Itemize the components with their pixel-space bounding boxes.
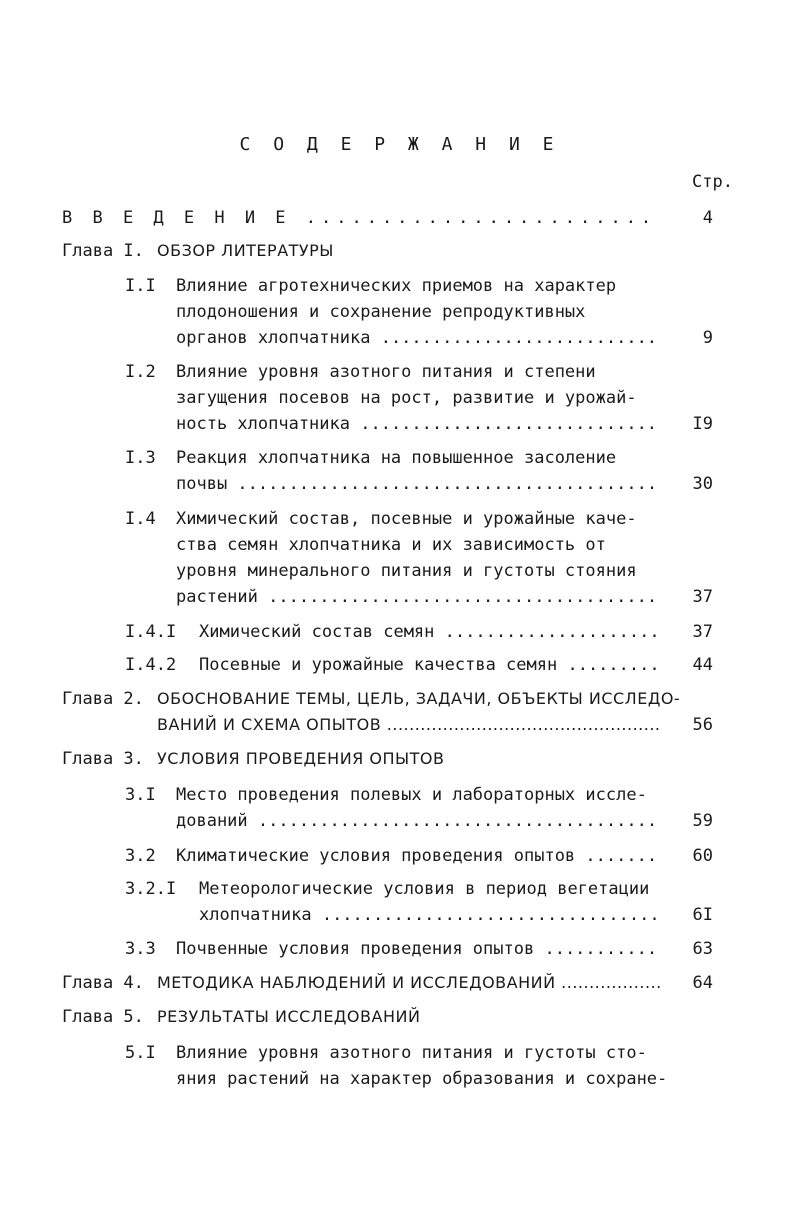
toc-title-text: Влияние уровня азотного питания и густоты сто- <box>176 1043 647 1063</box>
toc-title-text: УСЛОВИЯ ПРОВЕДЕНИЯ ОПЫТОВ <box>157 749 445 768</box>
toc-page-number: 63 <box>692 939 713 959</box>
toc-section-number: Глава 2. <box>62 689 144 709</box>
toc-page-number: 59 <box>692 811 713 831</box>
toc-entry-ch2 <box>0 686 799 738</box>
page-title: С О Д Е Р Ж А Н И Е <box>239 134 560 155</box>
toc-title-text: МЕТОДИКА НАБЛЮДЕНИЙ И ИССЛЕДОВАНИЙ ..... <box>157 970 660 996</box>
toc-title-text: Реакция хлопчатника на повышенное засоление <box>176 448 617 468</box>
toc-section-number: 3.2 <box>125 846 156 866</box>
toc-title-text: ОБОСНОВАНИЕ ТЕМЫ, ЦЕЛЬ, ЗАДАЧИ, ОБЪЕКТЫ ИССЛЕДО- <box>157 689 681 708</box>
toc-section-number: Глава 3. <box>62 749 144 769</box>
toc-section-number: I.4.2 <box>125 655 177 675</box>
toc-page-number: 9 <box>702 328 713 348</box>
toc-entry-s1_2 <box>0 359 799 437</box>
toc-section-number: I.3 <box>125 448 156 468</box>
toc-page-number: 6I <box>692 905 713 925</box>
toc-page-number: 64 <box>692 973 713 993</box>
toc-title-text: органов хлопчатника ..... <box>176 325 660 351</box>
toc-entry-s1_3 <box>0 445 799 497</box>
toc-title-text: ОБЗОР ЛИТЕРАТУРЫ <box>157 241 334 260</box>
toc-section-number: I.4 <box>125 509 156 529</box>
toc-section-number: Глава 5. <box>62 1007 144 1027</box>
toc-page-number: 56 <box>692 715 713 735</box>
toc-title-text: хлопчатника ..... <box>199 902 660 928</box>
toc-page-number: 60 <box>692 846 713 866</box>
toc-entry-s3_2 <box>0 843 799 869</box>
toc-section-number: 3.2.I <box>125 879 177 899</box>
toc-entry-intro <box>0 205 799 231</box>
toc-title-text: загущения посевов на рост, развитие и урожай- <box>176 388 637 408</box>
toc-section-number: I.4.I <box>125 622 177 642</box>
toc-title-text: В В Е Д Е Н И Е ..... <box>62 205 660 231</box>
toc-title-text: Влияние уровня азотного питания и степени <box>176 362 596 382</box>
toc-title-text: Посевные и урожайные качества семян ..... <box>199 652 660 678</box>
toc-page-number: 37 <box>692 622 713 642</box>
toc-page-number: 37 <box>692 587 713 607</box>
toc-title-text: уровня минерального питания и густоты стояния <box>176 561 637 581</box>
toc-page-number: 44 <box>692 655 713 675</box>
toc-section-number: Глава I. <box>62 241 144 261</box>
toc-entry-s3_2_1 <box>0 876 799 928</box>
toc-entry-s5_1 <box>0 1040 799 1092</box>
toc-entry-s1_4_2 <box>0 652 799 678</box>
toc-title-text: дований ..... <box>176 808 660 834</box>
toc-title-text: ВАНИЙ И СХЕМА ОПЫТОВ ..... <box>157 712 660 738</box>
toc-title-text: Место проведения полевых и лабораторных иссле- <box>176 785 647 805</box>
toc-entry-s3_1 <box>0 782 799 834</box>
toc-section-number: 3.I <box>125 785 156 805</box>
toc-title-text: яния растений на характер образования и сохране- <box>176 1069 668 1089</box>
toc-title-text: РЕЗУЛЬТАТЫ ИССЛЕДОВАНИЙ <box>157 1007 421 1026</box>
toc-title-text: ства семян хлопчатника и их зависимость от <box>176 535 606 555</box>
toc-entry-ch3 <box>0 746 799 772</box>
toc-entry-s1_4 <box>0 506 799 610</box>
toc-title-text: почвы ..... <box>176 471 660 497</box>
toc-title-text: Химический состав, посевные и урожайные каче- <box>176 509 637 529</box>
toc-title-text: Химический состав семян ..... <box>199 619 660 645</box>
toc-entry-ch4 <box>0 970 799 996</box>
toc-entry-s1_1 <box>0 273 799 351</box>
toc-page-number: 30 <box>692 474 713 494</box>
toc-title-text: Влияние агротехнических приемов на характер <box>176 276 617 296</box>
toc-entry-s3_3 <box>0 936 799 962</box>
toc-section-number: I.2 <box>125 362 156 382</box>
toc-entry-s1_4_1 <box>0 619 799 645</box>
toc-page-number: I9 <box>692 414 713 434</box>
toc-title-text: Климатические условия проведения опытов ..... <box>176 843 660 869</box>
toc-section-number: 5.I <box>125 1043 156 1063</box>
toc-title-text: ность хлопчатника ..... <box>176 411 660 437</box>
toc-title-text: растений ..... <box>176 584 660 610</box>
toc-title-text: Метеорологические условия в период вегетации <box>199 879 650 899</box>
toc-page-number: 4 <box>702 208 713 228</box>
toc-section-number: Глава 4. <box>62 973 144 993</box>
toc-title-text: Почвенные условия проведения опытов ..... <box>176 936 660 962</box>
toc-section-number: 3.3 <box>125 939 156 959</box>
toc-entry-ch1 <box>0 238 799 264</box>
toc-entry-ch5 <box>0 1004 799 1030</box>
toc-title-text: плодоношения и сохранение репродуктивных <box>176 302 586 322</box>
page-column-header: Стр. <box>692 172 733 192</box>
toc-section-number: I.I <box>125 276 156 296</box>
